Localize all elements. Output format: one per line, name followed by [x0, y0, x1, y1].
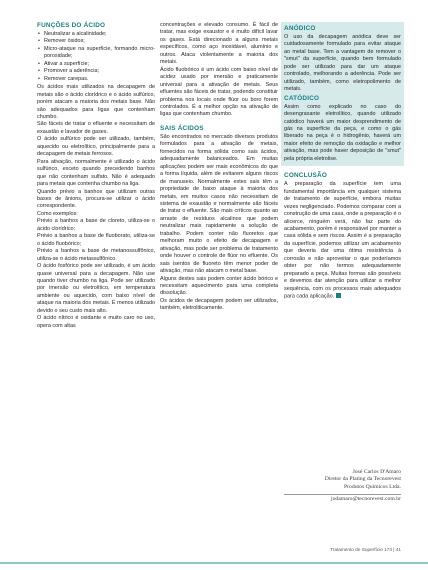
column-3 [284, 22, 401, 301]
paragraph: O ácido sulfúrico pode ser utilizado, também, aquecido ou eletrolítico, principalmente para a decapagem de metais ferrosos. [37, 136, 155, 158]
author-company: Produtos Químicos Ltda. [343, 483, 401, 490]
highlight-box [281, 22, 404, 166]
paragraph: Quando prévio a banhos que utilizam outras bases de ânions, procura-se utilizar o ácido correspondente. [37, 188, 155, 210]
list-item: • Promover a aderência; [37, 68, 155, 75]
heading-funcoes-acido: FUNÇÕES DO ÁCIDO [37, 22, 106, 29]
conclusion-text: A preparação da superfície tem uma fundamental importância em qualquer sistema de tratamento de superfície, embora muitas vezes negligenciado. Podemos comparar com a construção de uma casa, onde a preparação é o alicerce, ninguém verá, não faz parte do acabamento, porém é responsável por manter a casa sólida e sem riscos. Assim é a preparação da superfície, podemos utilizar um acabamento que deveria dar uma ótima resistência à corrosão e não aproveitar o que poderíamos obter por não termos adequadamente preparado a peça. Muitas formas são possíveis e devemos dar atenção para utilizar a melhor sequência, com os processos mais adequados para cada aplicação. [284, 181, 401, 300]
paragraph: Como exemplos: [37, 210, 78, 217]
list-item: • Micro-ataque na superfície, formando micro-porosidade; [37, 46, 155, 61]
paragraph: Ácido fluobórico é um ácido com baixo nível de acidez usado por imersão e praticamente universal para a ativação de metais. Seus efluentes são fáceis de tratar, podendo constituir problema nos locais onde flúor ou boro forem controlados. É a melhor opção na ativação de ligas que contenham chumbo. [160, 66, 278, 118]
paragraph: Os ácidos mais utilizados na decapagem de metais são o ácido clorídrico e o ácido sulfúrico, porém atacam a maioria dos metais base. Não são adequados para ligas que contenham chumbo. [37, 84, 155, 120]
page-footer: Tratamento de Superfície 174 | 41 [330, 547, 401, 552]
paragraph: Para ativação, normalmente é utilizado o ácido sulfúrico, exceto quando precedendo banhos que não contenham sulfato. Não é adequado para metais que contenha chumbo na liga. [37, 158, 155, 188]
author-credits [284, 469, 401, 504]
end-square-icon [336, 293, 341, 298]
column-1 [37, 22, 155, 330]
paragraph: O uso da decapagem anódica deve ser cuidadosamente formulado para evitar ataque ao metal base. Tem a vantagem de remover o "smut" da superfície, quando bem formulado pode ser utilizado para dar um ataque controlado, melhorando a aderência. Pode ser utilizado, também, como eletropolimento de metais. [284, 34, 401, 93]
list-item: • Remover carepas. [37, 76, 155, 83]
paragraph: Alguns destes sais podem conter ácido bórico e necessitam aquecimento para uma completa dissolução. [160, 275, 278, 297]
paragraph: Prévio a banhos a base de metanossulfônico, utiliza-se o ácido metassulfônico. [37, 248, 155, 262]
author-role: Diretor da Plating da Tecnorevest [324, 476, 401, 483]
author-name: José Carlos D'Amaro [352, 469, 401, 475]
paragraph: Prévio a banhos a base de fluoborato, utiliza-se o ácido fluobórico; [37, 233, 155, 247]
paragraph: O ácido nítrico é oxidante e muito caro no uso, opera com altas [37, 315, 155, 329]
paragraph: concentrações e elevado consumo. É fácil de tratar, mas exige exaustor e é muito difícil lavar os gases. Está direcionado a alguns metais específicos, como aço inoxidável, alumínio e outros. Ataca violentamente a maioria dos metais. [160, 22, 278, 66]
heading-sais-acidos: SAIS ÁCIDOS [160, 124, 204, 132]
paragraph: São fáceis de tratar o efluente e necessitam de exaustão e lavador de gases. [37, 121, 155, 135]
paragraph: Os ácidos de decapagem podem ser utilizados, também, eletroliticamente. [160, 297, 278, 312]
heading-anodico: ANÓDICO [284, 25, 316, 32]
list-item: • Remover óxidos; [37, 38, 155, 45]
column-2 [160, 22, 278, 313]
author-email[interactable]: jodamaro@tecnorevest.com.br [284, 494, 401, 503]
paragraph: São encontrados no mercado diversos produtos formulados para a ativação de metais, fornecidos na forma sólida como sais ácidos, adequadamente balanceados. Em muitas aplicações podem ser mais econômicos do que a forma líquida, além de evitarem alguns riscos de manuseio. Normalmente estes sais têm a propriedade de baixo ataque à maioria dos metais, em muitos casos não necessitam de sistema de exaustão e normalmente são fáceis de tratar o efluente. São mais críticos quanto ao arraste de resíduos alcalinos que podem neutralizar mais rapidamente a solução de trabalho. Podem conter não fluoretos que melhoram muito o efeito de decapagem e ativação, mas pode ser problema de tratamento onde houver o controle de flúor no efluente. Os sais isentos de fluoreto têm menor poder de ativação, mas não atacam o metal base. [160, 133, 278, 275]
heading-conclusao: CONCLUSÃO [284, 172, 327, 180]
heading-catodico: CATÓDICO [284, 94, 320, 102]
list-item: • Neutralizar a alcalinidade; [37, 31, 155, 38]
footer-rule [0, 562, 428, 564]
functions-list [37, 31, 155, 83]
paragraph: Prévio a banhos a base de cloreto, utiliza-se o ácido clorídrico; [37, 218, 155, 232]
paragraph: Assim como explicado no caso do desengraxante eletrolítico, quando utilizado catódico haverá um maior desprendimento de gás na superfície da peça, e como o gás liberado na peça é o hidrogênio, haverá um maior efeito de remoção da oxidação e melhor ativação, mas pode haver deposição de "smut" pela própria eletrolise. [284, 103, 401, 162]
paragraph: O ácido fosfórico pode ser utilizado, é um ácido quase universal para a decapagem. Não use quando tiver chumbo na liga. Pode ser utilizado por imersão ou eletrolítico, em temperatura ambiente ou aquecido, com baixo nível de ataque na maioria dos metais. É menos utilizado devido o seu custo mais alto. [37, 263, 155, 314]
paragraph [284, 181, 401, 301]
list-item: • Ativar a superfície; [37, 61, 155, 68]
